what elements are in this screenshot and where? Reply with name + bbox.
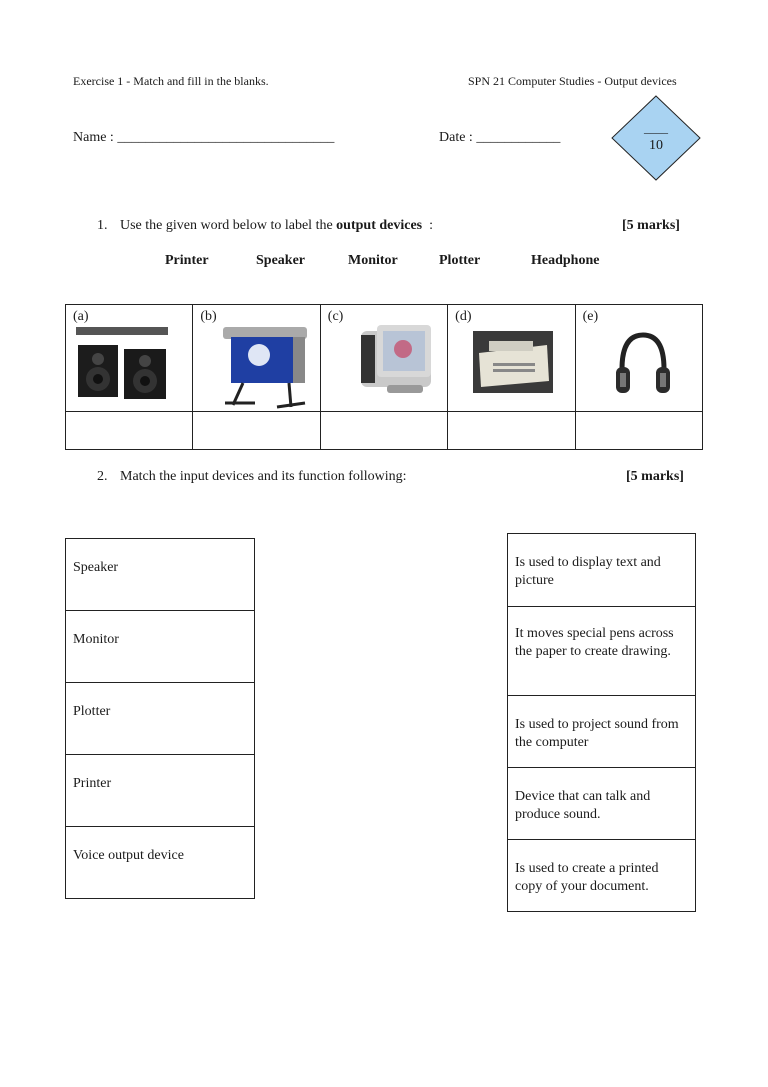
answer-cell-e[interactable] xyxy=(575,412,702,450)
word-printer: Printer xyxy=(165,253,209,268)
function-box[interactable]: Is used to display text and picture xyxy=(507,533,696,607)
subject-title: SPN 21 Computer Studies - Output devices xyxy=(468,74,677,88)
device-box[interactable]: Printer xyxy=(65,754,255,827)
q2-text: Match the input devices and its function following: xyxy=(120,469,407,484)
date-field[interactable]: Date : ____________ xyxy=(439,130,561,145)
q1-marks: [5 marks] xyxy=(622,218,680,233)
q2-number: 2. xyxy=(97,469,108,484)
name-field[interactable]: Name : _______________________________ xyxy=(73,130,335,145)
q1-text: Use the given word below to label the output devices : xyxy=(120,218,434,233)
device-box[interactable]: Speaker xyxy=(65,538,255,611)
device-table xyxy=(65,304,703,450)
word-plotter: Plotter xyxy=(439,253,481,268)
label-c: (c) xyxy=(327,309,344,324)
function-box[interactable]: Device that can talk and produce sound. xyxy=(507,767,696,840)
q1-number: 1. xyxy=(97,218,108,233)
device-cell-a xyxy=(66,305,193,412)
function-box[interactable]: It moves special pens across the paper to create drawing. xyxy=(507,606,696,696)
function-box[interactable]: Is used to project sound from the computer xyxy=(507,695,696,768)
label-d: (d) xyxy=(455,309,472,324)
monitor-image xyxy=(359,319,435,399)
device-box[interactable]: Plotter xyxy=(65,682,255,755)
word-bank xyxy=(0,253,768,273)
q2-marks: [5 marks] xyxy=(626,469,684,484)
label-e: (e) xyxy=(582,309,599,324)
answer-cell-a[interactable] xyxy=(66,412,193,450)
plotter-image xyxy=(221,323,307,411)
exercise-title: Exercise 1 - Match and fill in the blanks. xyxy=(73,74,269,88)
answer-cell-b[interactable] xyxy=(193,412,320,450)
answer-cell-d[interactable] xyxy=(448,412,575,450)
word-headphone: Headphone xyxy=(531,253,600,268)
word-speaker: Speaker xyxy=(256,253,305,268)
device-cell-b xyxy=(193,305,320,412)
q1-bold-term: output devices xyxy=(336,218,423,233)
device-cell-c xyxy=(320,305,447,412)
score-total: 10 xyxy=(649,138,663,153)
score-blank[interactable]: ____ xyxy=(644,121,668,135)
score-box xyxy=(611,95,701,181)
headphone-image xyxy=(612,329,674,405)
word-monitor: Monitor xyxy=(348,253,398,268)
printer-image xyxy=(473,331,553,393)
device-cell-d xyxy=(448,305,575,412)
label-a: (a) xyxy=(73,309,89,324)
device-box[interactable]: Voice output device xyxy=(65,826,255,899)
label-b: (b) xyxy=(200,309,217,324)
device-cell-e xyxy=(575,305,702,412)
function-box[interactable]: Is used to create a printed copy of your document. xyxy=(507,839,696,912)
speaker-image xyxy=(76,327,168,401)
device-box[interactable]: Monitor xyxy=(65,610,255,683)
answer-cell-c[interactable] xyxy=(320,412,447,450)
